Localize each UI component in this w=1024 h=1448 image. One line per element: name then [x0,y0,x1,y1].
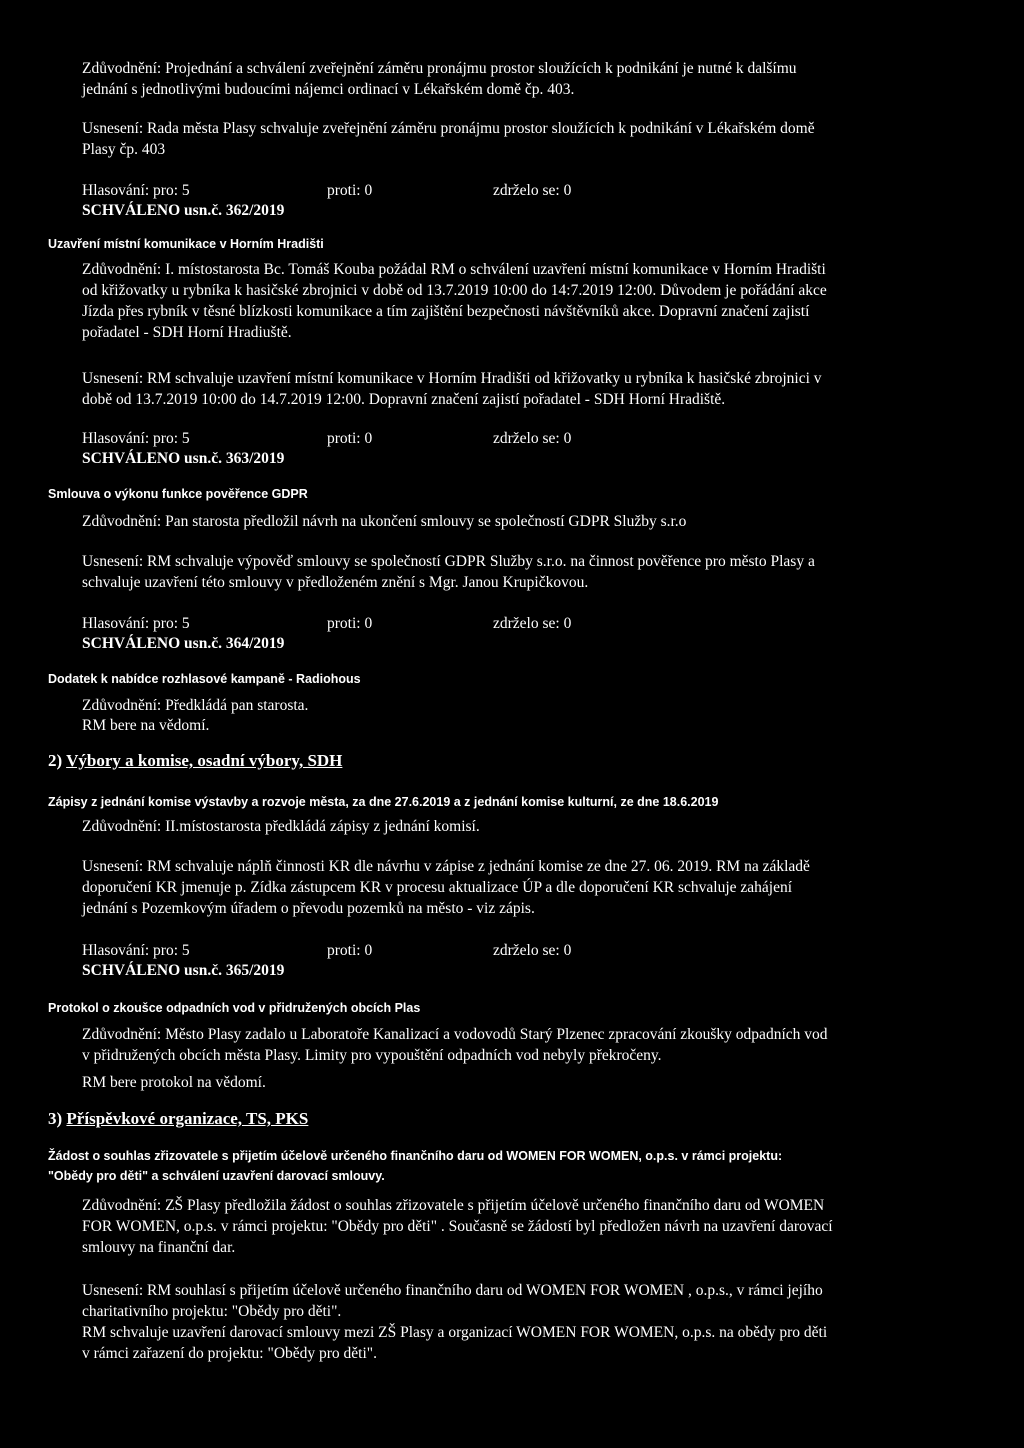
resolution-text [82,1280,827,1364]
part-title: Výbory a komise, osadní výbory, SDH [66,751,343,770]
text-line: Zdůvodnění: Město Plasy zadalo u Laboratoře Kanalizací a vodovodů Starý Plzenec zpracování zkoušky odpadních vod [82,1026,828,1043]
reason-text [82,1195,833,1258]
section-heading: Smlouva o výkonu funkce pověřence GDPR [48,487,308,501]
text-line: Žádost o souhlas zřizovatele s přijetím účelově určeného finančního daru od WOMEN FOR WOMEN, o.p.s. v rámci projektu: [48,1149,783,1163]
text-line: jednání s jednotlivými budoucími nájemci ordinací v Lékařském domě čp. 403. [82,81,575,98]
approval-line: SCHVÁLENO usn.č. 363/2019 [82,450,285,467]
reason-text [82,58,797,100]
text-line: Zdůvodnění: I. místostarosta Bc. Tomáš Kouba požádal RM o schválení uzavření místní komunikace v Horním Hradišti [82,261,826,278]
reason-text: Zdůvodnění: Pan starosta předložil návrh na ukončení smlouvy se společností GDPR Služby s.r.o [82,513,687,530]
reason-text [82,259,827,343]
part-heading [48,750,342,771]
text-line: Zdůvodnění: ZŠ Plasy předložila žádost o souhlas zřizovatele s přijetím účelově určeného finančního daru od WOMEN [82,1197,825,1214]
vote-against: proti: 0 [327,942,373,959]
text-line: charitativního projektu: "Obědy pro děti". [82,1303,342,1320]
text-line: Plasy čp. 403 [82,141,166,158]
text-line: Zdůvodnění: Projednání a schválení zveřejnění záměru pronájmu prostor sloužících k podnikání je nutné k dalšímu [82,60,797,77]
vote-for: Hlasování: pro: 5 [82,182,190,199]
note-text: RM bere protokol na vědomí. [82,1074,266,1091]
part-heading [48,1108,308,1129]
text-line: Usnesení: RM schvaluje výpověď smlouvy se společností GDPR Služby s.r.o. na činnost pověřence pro město Plasy a [82,553,815,570]
vote-abstain: zdrželo se: 0 [493,615,572,632]
text-line: od křižovatky u rybníka k hasičské zbrojnici v době od 13.7.2019 10:00 do 14:7.2019 12:00. Důvodem je pořádání akce [82,282,827,299]
section-heading: Protokol o zkoušce odpadních vod v přidružených obcích Plas [48,1001,421,1015]
text-line: Usnesení: RM schvaluje uzavření místní komunikace v Horním Hradišti od křižovatky u rybníka k hasičské zbrojnici v [82,370,822,387]
text-line: schvaluje uzavření této smlouvy v předloženém znění s Mgr. Janou Krupičkovou. [82,574,589,591]
reason-text: Zdůvodnění: II.místostarosta předkládá zápisy z jednání komisí. [82,818,480,835]
vote-against: proti: 0 [327,182,373,199]
note-text: RM bere na vědomí. [82,717,210,734]
text-line: pořadatel - SDH Horní Hradiuště. [82,324,292,341]
vote-against: proti: 0 [327,615,373,632]
text-line: Usnesení: RM schvaluje náplň činnosti KR dle návrhu v zápise z jednání komise ze dne 27. 06. 2019. RM na základě [82,858,810,875]
text-line: "Obědy pro děti" a schválení uzavření darovací smlouvy. [48,1169,385,1183]
reason-text [82,1024,828,1066]
approval-line: SCHVÁLENO usn.č. 362/2019 [82,202,285,219]
resolution-text [82,856,810,919]
part-number: 3) [48,1109,67,1128]
text-line: doporučení KR jmenuje p. Zídka zástupcem KR v procesu aktualizace ÚP a dle doporučení KR schvaluje zahájení [82,879,793,896]
text-line: Usnesení: RM souhlasí s přijetím účelově určeného finančního daru od WOMEN FOR WOMEN , o.p.s., v rámci jejího [82,1282,823,1299]
text-line: FOR WOMEN, o.p.s. v rámci projektu: "Obědy pro děti" . Současně se žádostí byl předložen návrh na uzavření darovací [82,1218,833,1235]
resolution-text [82,551,815,593]
resolution-text [82,118,815,160]
vote-for: Hlasování: pro: 5 [82,615,190,632]
vote-abstain: zdrželo se: 0 [493,942,572,959]
section-heading [48,1146,782,1186]
text-line: Usnesení: Rada města Plasy schvaluje zveřejnění záměru pronájmu prostor sloužících k podnikání v Lékařském domě [82,120,815,137]
approval-line: SCHVÁLENO usn.č. 365/2019 [82,962,285,979]
vote-abstain: zdrželo se: 0 [493,430,572,447]
vote-against: proti: 0 [327,430,373,447]
vote-for: Hlasování: pro: 5 [82,430,190,447]
text-line: smlouvy na finanční dar. [82,1239,236,1256]
text-line: v přidružených obcích města Plasy. Limity pro vypouštění odpadních vod nebyly překročeny. [82,1047,662,1064]
text-line: v rámci zařazení do projektu: "Obědy pro děti". [82,1345,377,1362]
reason-text: Zdůvodnění: Předkládá pan starosta. [82,697,309,714]
section-heading: Uzavření místní komunikace v Horním Hradišti [48,237,324,251]
part-number: 2) [48,751,67,770]
approval-line: SCHVÁLENO usn.č. 364/2019 [82,635,285,652]
section-heading: Zápisy z jednání komise výstavby a rozvoje města, za dne 27.6.2019 a z jednání komise kulturní, ze dne 18.6.2019 [48,795,719,809]
section-heading: Dodatek k nabídce rozhlasové kampaně - Radiohous [48,672,361,686]
text-line: době od 13.7.2019 10:00 do 14.7.2019 12:00. Dopravní značení zajistí pořadatel - SDH Horní Hradiště. [82,391,726,408]
text-line: RM schvaluje uzavření darovací smlouvy mezi ZŠ Plasy a organizací WOMEN FOR WOMEN, o.p.s. na obědy pro děti [82,1324,828,1341]
resolution-text [82,368,822,410]
vote-abstain: zdrželo se: 0 [493,182,572,199]
text-line: jednání s Pozemkovým úřadem o převodu pozemků na město - viz zápis. [82,900,535,917]
text-line: Jízda přes rybník v těsné blízkosti komunikace a tím zajištění bezpečnosti návštěvníků akce. Dopravní značení zajistí [82,303,810,320]
vote-for: Hlasování: pro: 5 [82,942,190,959]
part-title: Příspěvkové organizace, TS, PKS [66,1109,309,1128]
